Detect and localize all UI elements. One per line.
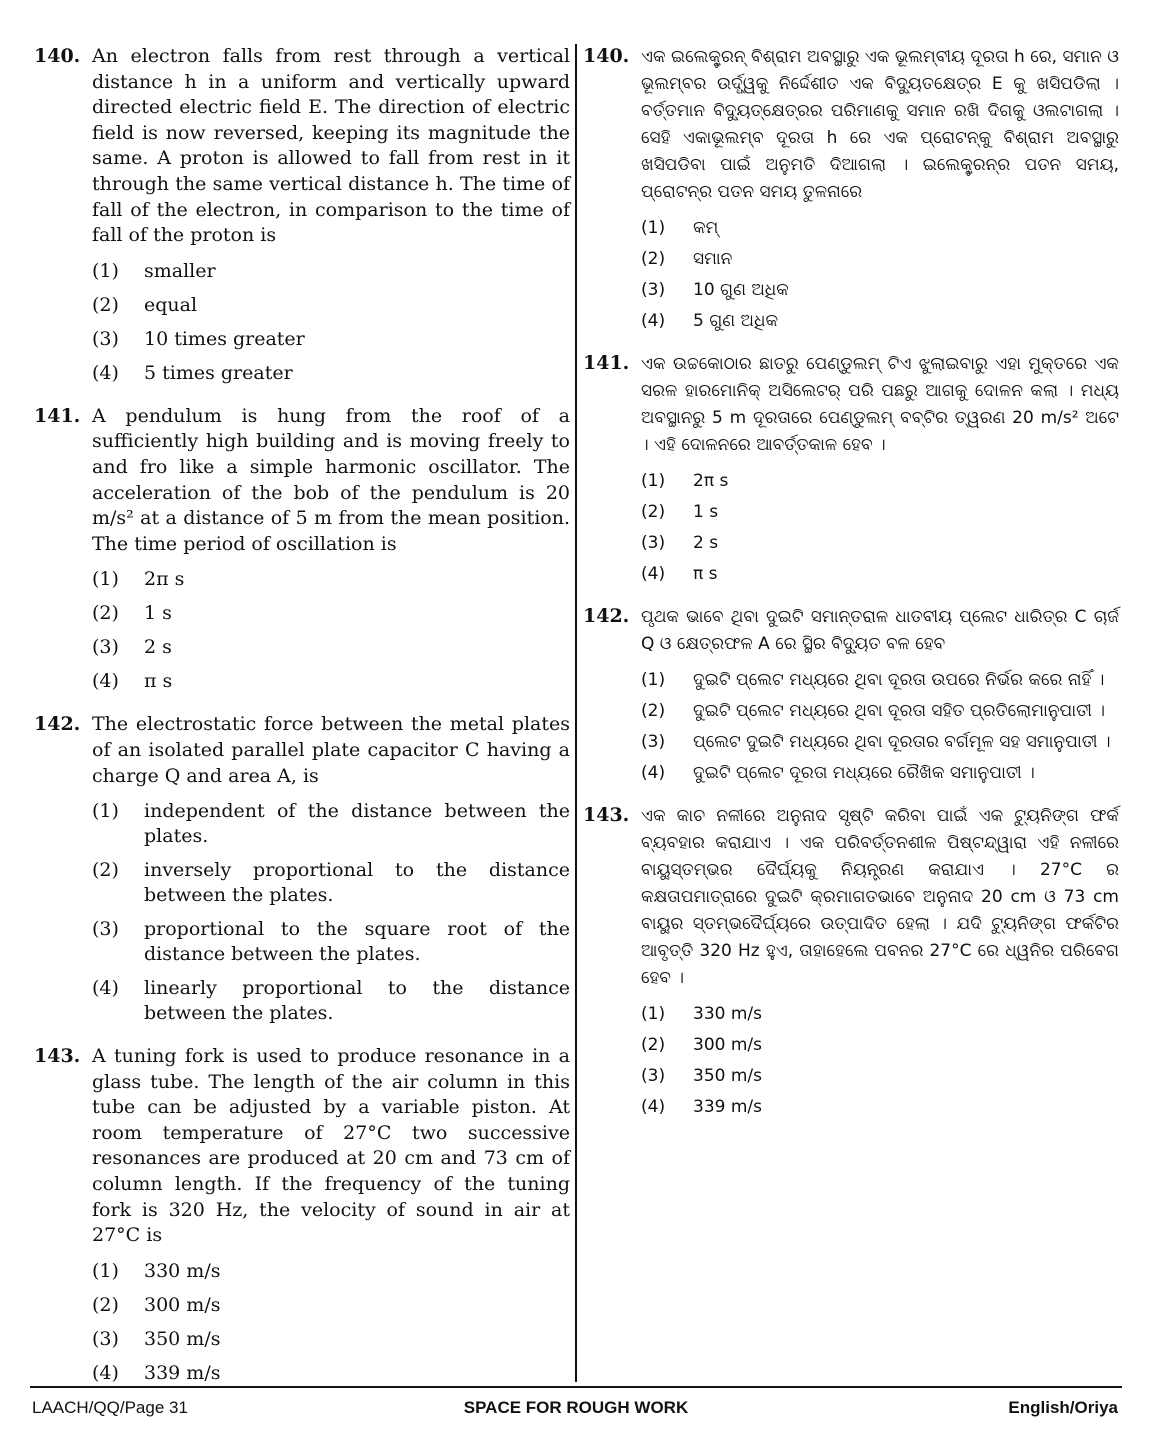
question-text: ପୃଥକ ଭାବେ ଥିବା ଦୁଇଟି ସମାନ୍ତରାଳ ଧାତବୀୟ ପ୍ଲେଟ ଧାରିତ୍ର C ଚାର୍ଜ Q ଓ କ୍ଷେତ୍ରଫଳ A ରେ ସ୍ଥିର ବିଦ୍ୟୁତ ବଳ ହେବ <box>641 607 1119 654</box>
language-label: English/Oriya <box>1008 1398 1118 1417</box>
option: (2) ସମାନ <box>641 249 733 269</box>
option: (3) proportional to the square root of the distance between the plates. <box>92 918 570 966</box>
question-text: The electrostatic force between the metal plates of an isolated parallel plate capacitor C having a charge Q and area A, is <box>92 713 570 787</box>
question-number: 142. <box>583 605 630 627</box>
option: (3) 350 m/s <box>641 1066 762 1086</box>
option: (2) 1 s <box>92 602 172 625</box>
question-number: 143. <box>583 804 630 826</box>
option: (3) 10 ଗୁଣ ଅଧିକ <box>641 280 789 300</box>
options <box>92 1259 570 1386</box>
option: (4) π s <box>92 670 173 693</box>
option: (2) ଦୁଇଟି ପ୍ଲେଟ ମଧ୍ୟରେ ଥିବା ଦୂରତା ସହିତ ପ୍ରତିଲୋମାନୁପାତୀ । <box>641 701 1106 721</box>
page-code: LAACH/QQ/Page 31 <box>32 1398 188 1417</box>
option: (2) inversely proportional to the distance between the plates. <box>92 859 570 907</box>
options <box>641 668 1119 785</box>
question-text: A pendulum is hung from the roof of a sufficiently high building and is moving freely to and fro like a simple harmonic oscillator. The acceleration of the bob of the pendulum is 20 m/s² at a distance of 5 m from the mean position. The time period of oscillation is <box>92 404 570 555</box>
option: (2) 300 m/s <box>92 1293 221 1316</box>
question-number: 140. <box>583 45 630 67</box>
option: (4) 339 m/s <box>92 1361 221 1384</box>
question-142-en <box>34 712 570 1026</box>
option: (2) 300 m/s <box>641 1035 762 1055</box>
question-number: 141. <box>34 404 81 427</box>
question-text: ଏକ କାଚ ନଳୀରେ ଅନୁନାଦ ସୃଷ୍ଟି କରିବା ପାଇଁ ଏକ ଟ୍ୟୁନିଙ୍ଗ ଫର୍କ ବ୍ୟବହାର କରାଯାଏ । ଏକ ପରିବର୍ତ୍ତନଶୀଳ ପିଷ୍ଟନ୍ଦ୍ୱାରା ଏହି ନଳୀରେ ବାୟୁସ୍ତମ୍ଭର ଦୈର୍ଘ୍ୟକୁ ନିୟନ୍ତ୍ରଣ କରାଯାଏ । 27°C ର କକ୍ଷତାପମାତ୍ରାରେ ଦୁଇଟି କ୍ରମାଗତଭାବେ ଅନୁନାଦ 20 cm ଓ 73 cm ବାୟୁର ସ୍ତମ୍ଭଦୈର୍ଘ୍ୟରେ ଉତ୍ପାଦିତ ହେଲା । ଯଦି ଟ୍ୟୁନିଙ୍ଗ ଫର୍କଟିର ଆବୃତ୍ତି 320 Hz ହୁଏ, ତାହାହେଲେ ପବନର 27°C ରେ ଧ୍ୱନିର ପରିବେଗ ହେବ । <box>641 806 1119 988</box>
option: (3) 350 m/s <box>92 1327 221 1350</box>
footer-rule <box>30 1386 1122 1388</box>
question-text: ଏକ ଉଚ୍ଚକୋଠାର ଛାତରୁ ପେଣ୍ଡୁଲମ୍ ଟିଏ ଝୁଲାଇବାରୁ ଏହା ମୁକ୍ତରେ ଏକ ସରଳ ହାରମୋନିକ୍ ଅସିଲେଟର୍ ପରି ପଛରୁ ଆଗକୁ ଦୋଳନ କଲା । ମଧ୍ୟ ଅବସ୍ଥାନରୁ 5 m ଦୂରତାରେ ପେଣ୍ଡୁଲମ୍ ବବ୍ଟିର ତ୍ୱରଣ 20 m/s² ଅଟେ । ଏହି ଦୋଳନରେ ଆବର୍ତ୍ତକାଳ ହେବ । <box>641 354 1119 455</box>
question-141-or <box>583 351 1119 586</box>
option: (2) equal <box>92 293 198 316</box>
question-number: 143. <box>34 1045 81 1068</box>
option: (1) ଦୁଇଟି ପ୍ଲେଟ ମଧ୍ୟରେ ଥିବା ଦୂରତା ଉପରେ ନିର୍ଭର କରେ ନାହିଁ । <box>641 670 1105 690</box>
option: (1) smaller <box>92 259 216 282</box>
question-142-or <box>583 604 1119 785</box>
options <box>92 799 570 1026</box>
options <box>92 567 570 694</box>
question-141-en <box>34 404 570 695</box>
question-140-en <box>34 44 570 386</box>
question-text: An electron falls from rest through a vertical distance h in a uniform and vertically upward directed electric field E. The direction of electric field is now reversed, keeping its magnitude the same. A proton is allowed to fall from rest in it through the same vertical distance h. The time of fall of the electron, in comparison to the time of fall of the proton is <box>92 45 570 247</box>
options <box>641 1002 1119 1119</box>
options <box>641 469 1119 586</box>
option: (3) 2 s <box>92 636 172 659</box>
rough-work-label: SPACE FOR ROUGH WORK <box>463 1398 689 1417</box>
options <box>641 216 1119 333</box>
option: (4) 5 times greater <box>92 361 293 384</box>
option: (2) 1 s <box>641 502 719 522</box>
option: (4) 339 m/s <box>641 1097 762 1117</box>
oriya-column <box>583 44 1119 1137</box>
question-140-or <box>583 44 1119 333</box>
option: (3) 2 s <box>641 533 719 553</box>
option: (4) π s <box>641 564 718 584</box>
english-column <box>34 44 570 1404</box>
column-divider <box>575 44 577 1382</box>
option: (1) 2π s <box>641 471 729 491</box>
option: (1) 330 m/s <box>92 1259 221 1282</box>
question-number: 142. <box>34 713 81 736</box>
option: (3) ପ୍ଲେଟ ଦୁଇଟି ମଧ୍ୟରେ ଥିବା ଦୂରତାର ବର୍ଗମୂଳ ସହ ସମାନୁପାତୀ । <box>641 732 1111 752</box>
question-text: ଏକ ଇଲେକ୍ଟ୍ରନ୍ ବିଶ୍ରାମ ଅବସ୍ଥାରୁ ଏକ ଭୂଲମ୍ବୀୟ ଦୂରତା h ରେ, ସମାନ ଓ ଭୂଲମ୍ବର ଉର୍ଦ୍ଧ୍ୱକୁ ନିର୍ଦ୍ଦେଶୀତ ଏକ ବିଦ୍ୟୁତକ୍ଷେତ୍ର E କୁ ଖସିପଡିଲା । ବର୍ତ୍ତମାନ ବିଦ୍ୟୁତ୍କ୍ଷେତ୍ରର ପରିମାଣକୁ ସମାନ ରଖି ଦିଗକୁ ଓଲଟାଗଲା । ସେହି ଏକାଭୂଲମ୍ବ ଦୂରତା h ରେ ଏକ ପ୍ରୋଟନ୍କୁ ବିଶ୍ରାମ ଅବସ୍ଥାରୁ ଖସିପଡିବା ପାଇଁ ଅନୁମତି ଦିଆଗଲା । ଇଲେକ୍ଟ୍ରନ୍ର ପତନ ସମୟ, ପ୍ରୋଟନ୍ର ପତନ ସମୟ ତୁଳନାରେ <box>641 47 1119 202</box>
question-143-en <box>34 1044 570 1386</box>
option: (4) ଦୁଇଟି ପ୍ଲେଟ ଦୂରତା ମଧ୍ୟରେ ରୈଖିକ ସମାନୁପାତୀ । <box>641 763 1035 783</box>
question-number: 140. <box>34 45 81 67</box>
option: (4) 5 ଗୁଣ ଅଧିକ <box>641 311 779 331</box>
options <box>92 259 570 386</box>
option: (1) independent of the distance between the plates. <box>92 800 570 848</box>
option: (1) 2π s <box>92 568 185 591</box>
option: (3) 10 times greater <box>92 327 305 350</box>
option: (4) linearly proportional to the distance between the plates. <box>92 977 570 1025</box>
question-text: A tuning fork is used to produce resonance in a glass tube. The length of the air column in this tube can be adjusted by a variable piston. At room temperature of 27°C two successive resonances are produced at 20 cm and 73 cm of column length. If the frequency of the tuning fork is 320 Hz, the velocity of sound in air at 27°C is <box>92 1045 570 1247</box>
option: (1) 330 m/s <box>641 1004 762 1024</box>
option: (1) କମ୍ <box>641 218 719 238</box>
question-number: 141. <box>583 352 630 374</box>
question-143-or <box>583 803 1119 1119</box>
